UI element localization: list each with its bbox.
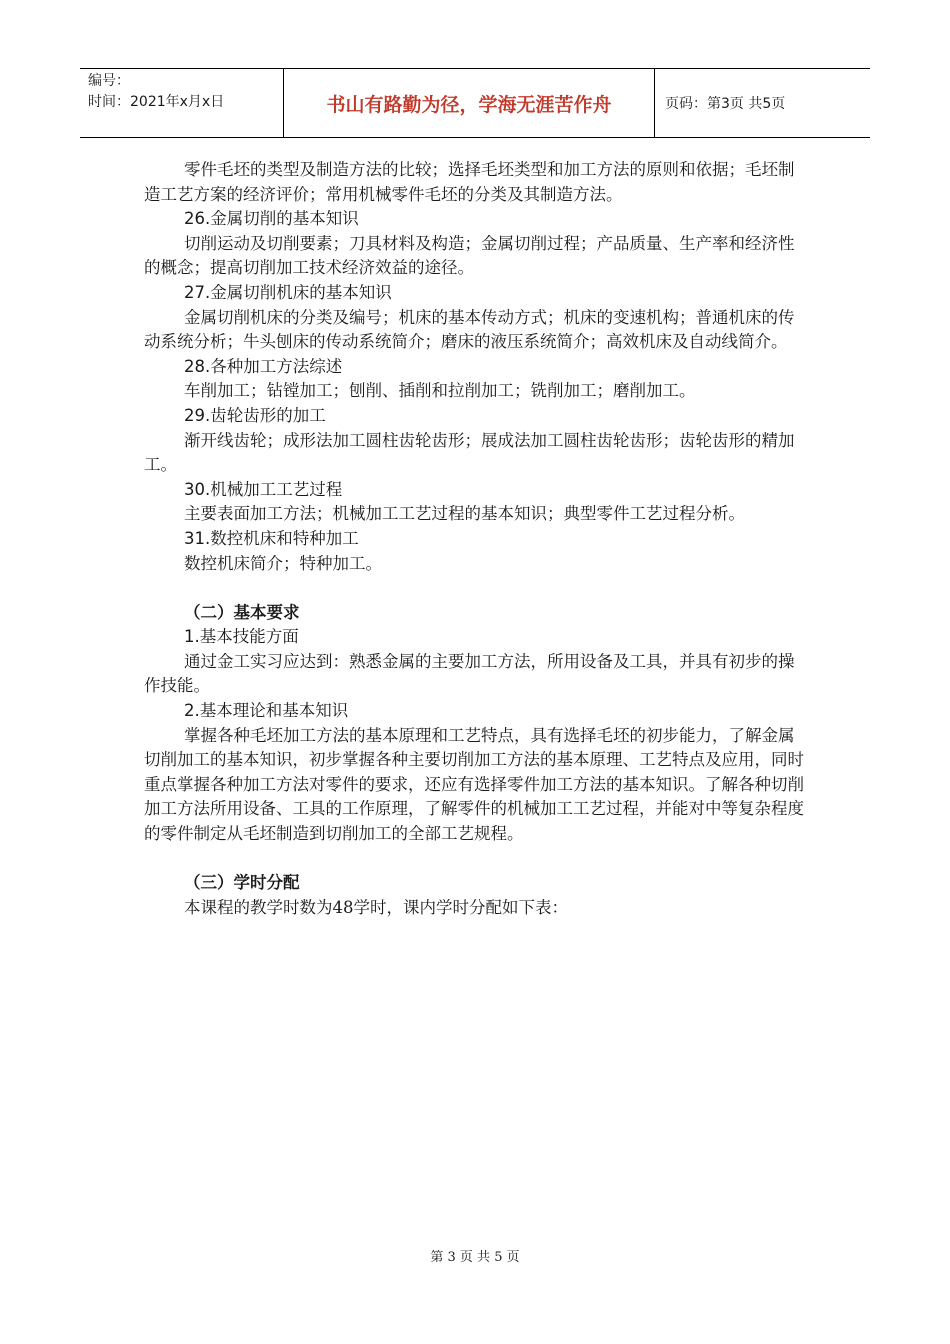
- section-heading: （二）基本要求: [184, 602, 300, 622]
- header-page-info: 页码：第3页 共5页: [665, 96, 786, 112]
- paragraph: 掌握各种毛坯加工方法的基本原理和工艺特点，具有选择毛坯的初步能力，了解金属切削加工的基本知识，初步掌握各种主要切削加工方法的基本原理、工艺特点及应用，同时重点掌握各种加工方法对零件的要求，还应有选择零件加工方法的基本知识。了解各种切削加工方法所用设备、工具的工作原理，了解零件的机械加工工艺过程，并能对中等复杂程度的零件制定从毛坯制造到切削加工的全部工艺规程。: [144, 725, 804, 844]
- subheading: 28.各种加工方法综述: [184, 356, 343, 376]
- subheading: 26.金属切削的基本知识: [184, 209, 359, 229]
- subheading: 29.齿轮齿形的加工: [184, 405, 326, 425]
- subheading: 31.数控机床和特种加工: [184, 528, 359, 548]
- paragraph: 本课程的教学时数为48学时，课内学时分配如下表：: [184, 897, 568, 917]
- subheading: 30.机械加工工艺过程: [184, 479, 343, 499]
- paragraph: 车削加工；钻镗加工；刨削、插削和拉削加工；铣削加工；磨削加工。: [184, 381, 696, 401]
- section-heading: （三）学时分配: [184, 873, 300, 893]
- paragraph: 通过金工实习应达到：熟悉金属的主要加工方法，所用设备及工具，并具有初步的操作技能。: [144, 651, 795, 696]
- serial-number-label: 编号：: [88, 73, 130, 89]
- paragraph: 数控机床简介；特种加工。: [184, 553, 382, 573]
- subheading: 27.金属切削机床的基本知识: [184, 282, 392, 302]
- paragraph: 金属切削机床的分类及编号；机床的基本传动方式；机床的变速机构；普通机床的传动系统分析；牛头刨床的传动系统简介；磨床的液压系统简介；高效机床及自动线简介。: [144, 307, 795, 352]
- paragraph: 切削运动及切削要素；刀具材料及构造；金属切削过程；产品质量、生产率和经济性的概念；提高切削加工技术经济效益的途径。: [144, 233, 795, 278]
- page-header: [80, 68, 870, 138]
- paragraph: 零件毛坯的类型及制造方法的比较；选择毛坯类型和加工方法的原则和依据；毛坯制造工艺方案的经济评价；常用机械零件毛坯的分类及其制造方法。: [144, 160, 795, 204]
- subheading: 2.基本理论和基本知识: [184, 701, 349, 721]
- header-motto: 书山有路勤为径，学海无涯苦作舟: [283, 69, 655, 137]
- subheading: 1.基本技能方面: [184, 627, 299, 647]
- paragraph: 主要表面加工方法；机械加工工艺过程的基本知识；典型零件工艺过程分析。: [184, 504, 745, 524]
- header-left-cell: [80, 69, 283, 137]
- page-footer: 第 3 页 共 5 页: [430, 1250, 520, 1265]
- paragraph: 渐开线齿轮；成形法加工圆柱齿轮齿形；展成法加工圆柱齿轮齿形；齿轮齿形的精加工。: [144, 430, 795, 475]
- date-label: 时间：2021年x月x日: [88, 94, 225, 110]
- document-body: [144, 158, 809, 920]
